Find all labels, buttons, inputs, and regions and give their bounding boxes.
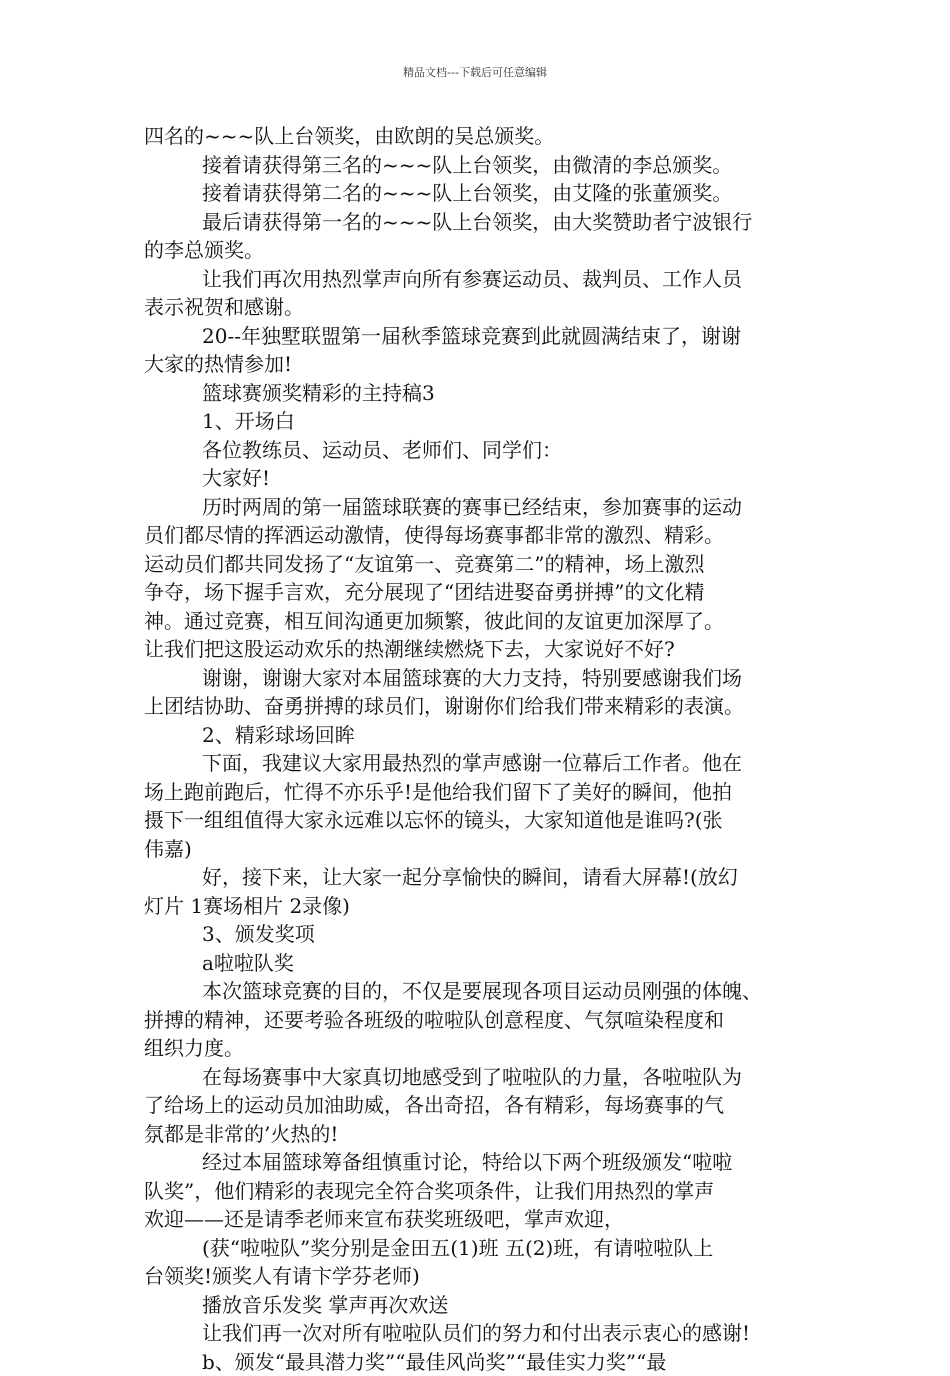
text-line: 台领奖!颁奖人有请卞学芬老师)	[144, 1262, 814, 1291]
subsection-heading: a啦啦队奖	[144, 949, 814, 978]
text-line: 播放音乐发奖 掌声再次欢送	[144, 1291, 814, 1320]
text-line: 伟嘉)	[144, 835, 814, 864]
text-line: 员们都尽情的挥洒运动激情，使得每场赛事都非常的激烈、精彩。	[144, 521, 814, 550]
text-line: 历时两周的第一届篮球联赛的赛事已经结束，参加赛事的运动	[144, 493, 814, 522]
text-line: 各位教练员、运动员、老师们、同学们：	[144, 436, 814, 465]
text-line: 大家好!	[144, 464, 814, 493]
text-line: b、颁发“最具潜力奖”“最佳风尚奖”“最佳实力奖”“最	[144, 1348, 814, 1376]
document-body	[144, 122, 814, 1376]
text-line: 表示祝贺和感谢。	[144, 293, 814, 322]
text-line: 接着请获得第二名的~~~队上台领奖，由艾隆的张董颁奖。	[144, 179, 814, 208]
section-title: 篮球赛颁奖精彩的主持稿3	[144, 379, 814, 408]
text-line: 灯片 1赛场相片 2录像)	[144, 892, 814, 921]
text-line: 欢迎——还是请季老师来宣布获奖班级吧，掌声欢迎，	[144, 1205, 814, 1234]
text-line: 大家的热情参加!	[144, 350, 814, 379]
section-heading: 1、开场白	[144, 407, 814, 436]
text-line: 让我们再次用热烈掌声向所有参赛运动员、裁判员、工作人员	[144, 265, 814, 294]
text-line: 场上跑前跑后，忙得不亦乐乎!是他给我们留下了美好的瞬间，他拍	[144, 778, 814, 807]
section-heading: 2、精彩球场回眸	[144, 721, 814, 750]
text-line: 上团结协助、奋勇拼搏的球员们，谢谢你们给我们带来精彩的表演。	[144, 692, 814, 721]
section-heading: 3、颁发奖项	[144, 920, 814, 949]
text-line: 下面，我建议大家用最热烈的掌声感谢一位幕后工作者。他在	[144, 749, 814, 778]
text-line: 在每场赛事中大家真切地感受到了啦啦队的力量，各啦啦队为	[144, 1063, 814, 1092]
text-line: 组织力度。	[144, 1034, 814, 1063]
text-line: 谢谢，谢谢大家对本届篮球赛的大力支持，特别要感谢我们场	[144, 664, 814, 693]
text-line: 了给场上的运动员加油助威，各出奇招，各有精彩，每场赛事的气	[144, 1091, 814, 1120]
text-line: 让我们再一次对所有啦啦队员们的努力和付出表示衷心的感谢!	[144, 1319, 814, 1348]
text-line: 经过本届篮球筹备组慎重讨论，特给以下两个班级颁发“啦啦	[144, 1148, 814, 1177]
text-line: 神。通过竞赛，相互间沟通更加频繁，彼此间的友谊更加深厚了。	[144, 607, 814, 636]
text-line: 队奖”，他们精彩的表现完全符合奖项条件，让我们用热烈的掌声	[144, 1177, 814, 1206]
text-line: 最后请获得第一名的~~~队上台领奖，由大奖赞助者宁波银行	[144, 208, 814, 237]
text-line: 好，接下来，让大家一起分享愉快的瞬间，请看大屏幕!(放幻	[144, 863, 814, 892]
text-line: 让我们把这股运动欢乐的热潮继续燃烧下去，大家说好不好?	[144, 635, 814, 664]
text-line: 摄下一组组值得大家永远难以忘怀的镜头，大家知道他是谁吗?(张	[144, 806, 814, 835]
text-line: 四名的~~~队上台领奖，由欧朗的吴总颁奖。	[144, 122, 814, 151]
text-line: 氛都是非常的’火热的!	[144, 1120, 814, 1149]
text-line: 20--年独墅联盟第一届秋季篮球竞赛到此就圆满结束了，谢谢	[144, 322, 814, 351]
text-line: 拼搏的精神，还要考验各班级的啦啦队创意程度、气氛喧染程度和	[144, 1006, 814, 1035]
page-header: 精品文档---下载后可任意编辑	[0, 66, 950, 80]
text-line: 争夺，场下握手言欢，充分展现了“团结进娶奋勇拼搏”的文化精	[144, 578, 814, 607]
text-line: 接着请获得第三名的~~~队上台领奖，由微清的李总颁奖。	[144, 151, 814, 180]
text-line: 本次篮球竞赛的目的，不仅是要展现各项目运动员刚强的体魄、	[144, 977, 814, 1006]
text-line: 的李总颁奖。	[144, 236, 814, 265]
text-line: (获“啦啦队”奖分别是金田五(1)班 五(2)班，有请啦啦队上	[144, 1234, 814, 1263]
text-line: 运动员们都共同发扬了“友谊第一、竞赛第二”的精神，场上激烈	[144, 550, 814, 579]
